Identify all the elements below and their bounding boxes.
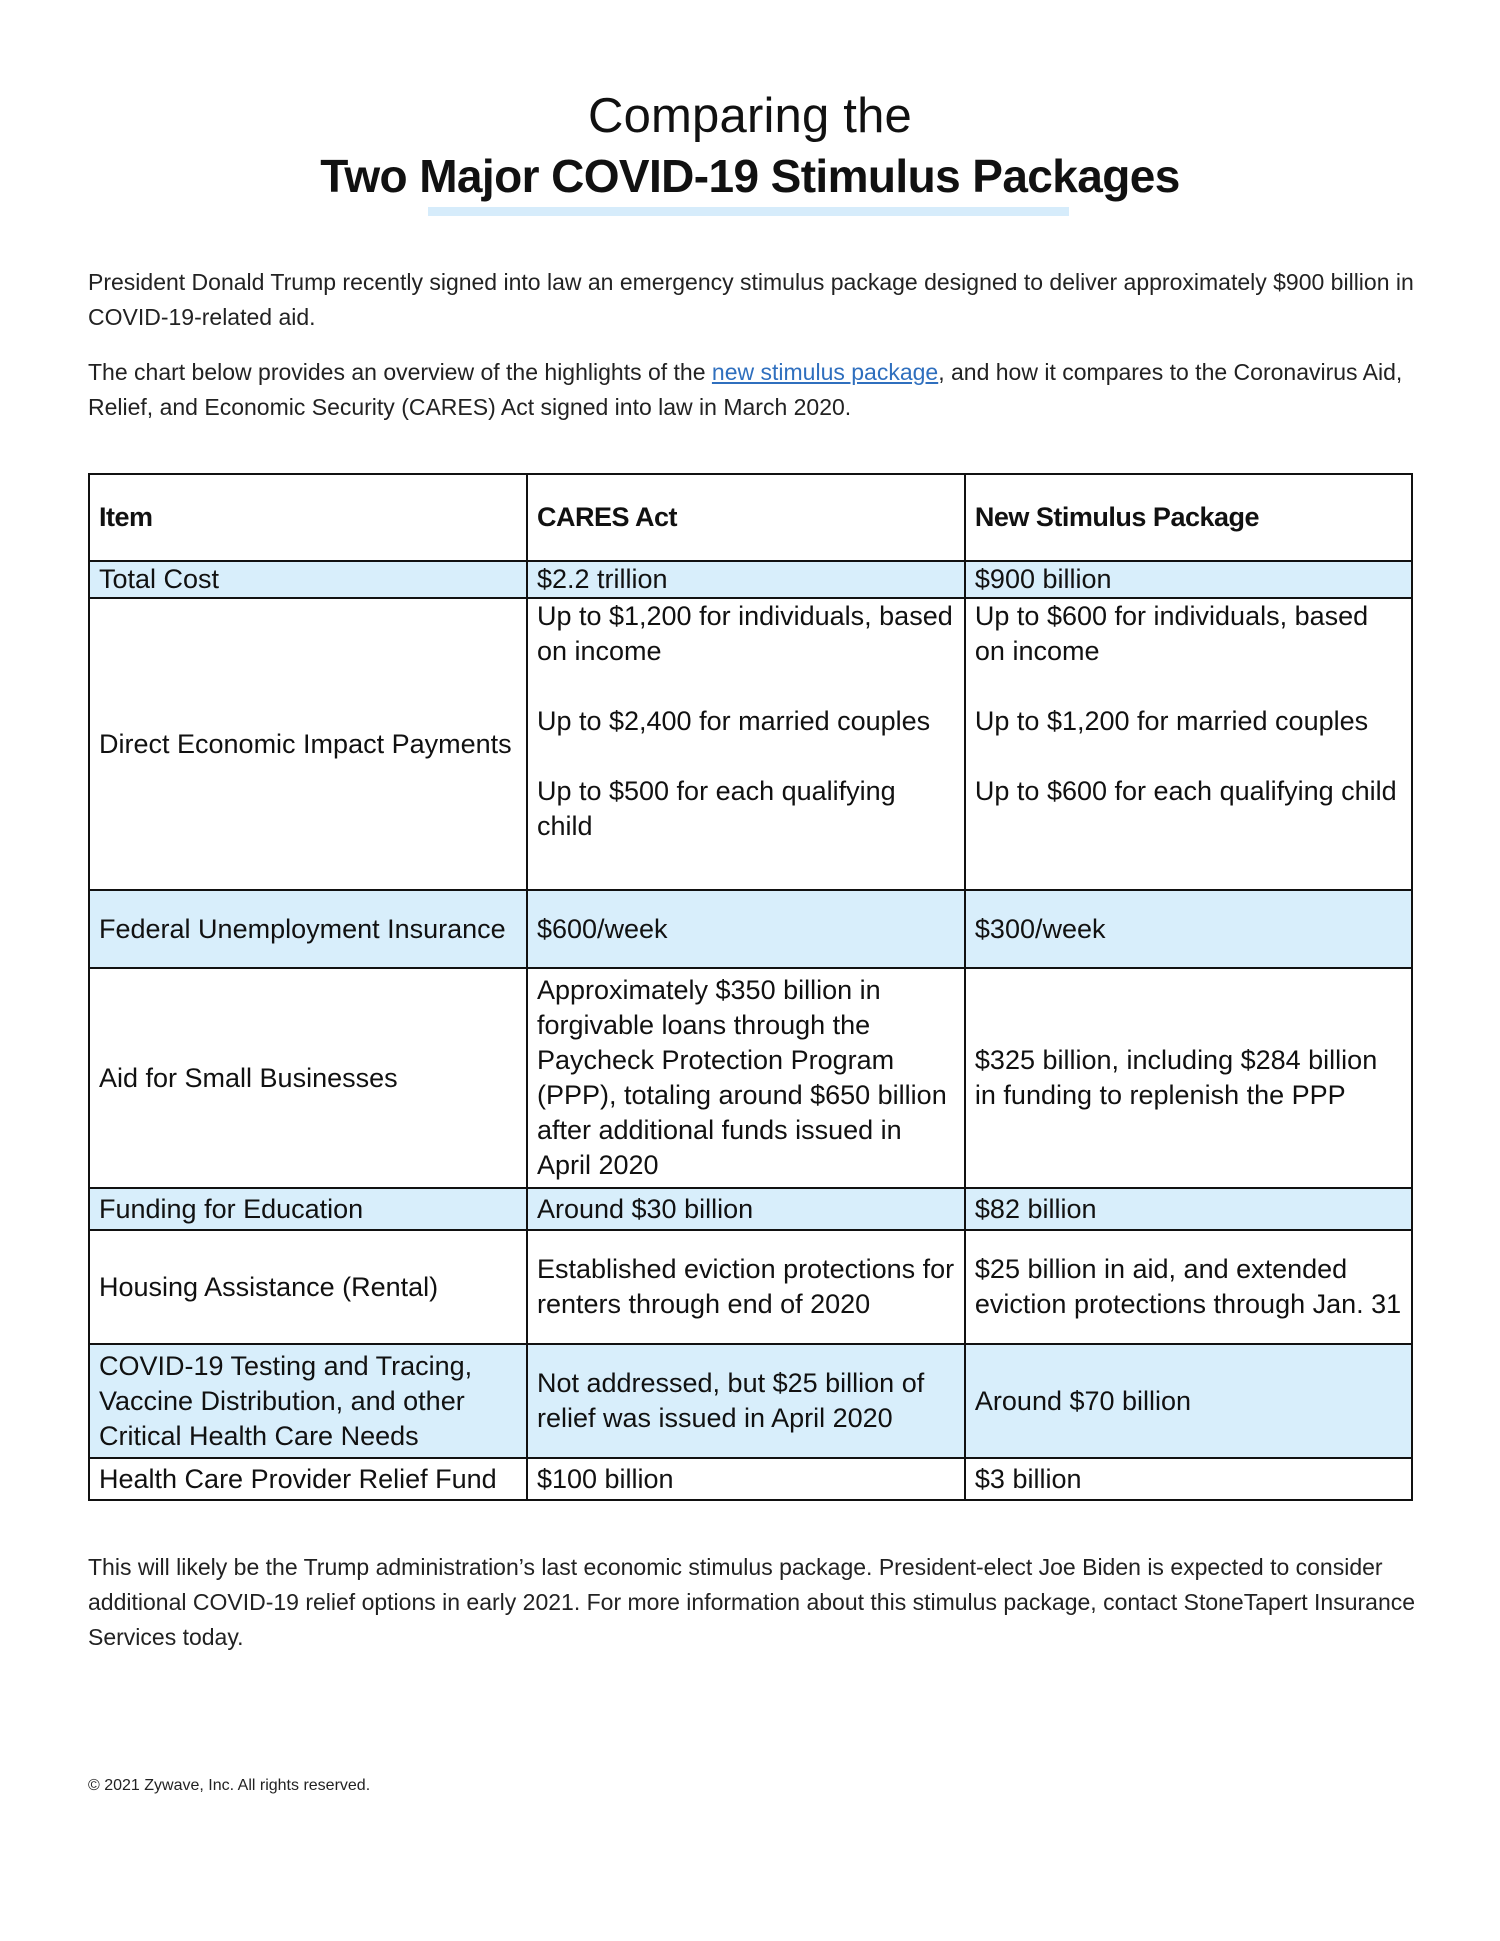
table-row [89, 1458, 1412, 1500]
title-line-2: Two Major COVID-19 Stimulus Packages [320, 150, 1180, 202]
cares-payment-child: Up to $500 for each qualifying child [536, 776, 896, 841]
row-new: $3 billion [965, 1458, 1412, 1500]
table-row [89, 598, 1412, 890]
header-new-stimulus-package: New Stimulus Package [965, 474, 1412, 561]
table-header-row [89, 474, 1412, 561]
cell-spacer [537, 669, 956, 704]
row-cares [527, 598, 965, 890]
cell-spacer [975, 669, 1403, 704]
row-cares: Approximately $350 billion in forgivable loans through the Paycheck Protection Program (PPP), totaling around $650 billion after additional funds issued in April 2020 [527, 968, 965, 1188]
intro-p2-before: The chart below provides an overview of the highlights of the [88, 359, 712, 385]
row-new [965, 598, 1412, 890]
header-cares-act: CARES Act [527, 474, 965, 561]
row-new: $82 billion [965, 1188, 1412, 1230]
table-row [89, 561, 1412, 598]
cell-spacer [537, 739, 956, 774]
row-cares: $100 billion [527, 1458, 965, 1500]
table-row [89, 1188, 1412, 1230]
closing-text [88, 1550, 1418, 1655]
intro-text [88, 265, 1418, 445]
row-item: Health Care Provider Relief Fund [89, 1458, 527, 1500]
row-new: $300/week [965, 890, 1412, 968]
title-underline [428, 207, 1069, 216]
row-item: COVID-19 Testing and Tracing, Vaccine Distribution, and other Critical Health Care Needs [89, 1344, 527, 1458]
row-cares: Around $30 billion [527, 1188, 965, 1230]
comparison-table [88, 473, 1413, 1501]
intro-paragraph-1: President Donald Trump recently signed into law an emergency stimulus package designed to deliver approximately $900 billion in COVID-19-related aid. [88, 269, 1414, 330]
copyright-notice: © 2021 Zywave, Inc. All rights reserved. [88, 1777, 371, 1794]
cell-spacer [975, 739, 1403, 774]
row-item: Housing Assistance (Rental) [89, 1230, 527, 1344]
new-payment-married: Up to $1,200 for married couples [974, 706, 1369, 736]
row-new: Around $70 billion [965, 1344, 1412, 1458]
intro-p2-after: , and how it compares to the Coronavirus Aid, Relief, and Economic Security (CARES) Act signed into law in March 2020. [88, 359, 1403, 420]
new-stimulus-package-link[interactable]: new stimulus package [711, 359, 939, 385]
intro-paragraph-2 [88, 355, 1418, 425]
table-row [89, 890, 1412, 968]
row-cares: Not addressed, but $25 billion of relief was issued in April 2020 [527, 1344, 965, 1458]
new-payment-child: Up to $600 for each qualifying child [974, 776, 1397, 806]
cares-payment-married: Up to $2,400 for married couples [536, 706, 931, 736]
new-payment-individuals: Up to $600 for individuals, based on income [974, 601, 1369, 666]
row-new: $325 billion, including $284 billion in funding to replenish the PPP [965, 968, 1412, 1188]
page-title [0, 86, 1500, 206]
row-item: Total Cost [89, 561, 527, 598]
row-new: $25 billion in aid, and extended eviction protections through Jan. 31 [965, 1230, 1412, 1344]
row-item: Funding for Education [89, 1188, 527, 1230]
row-item: Aid for Small Businesses [89, 968, 527, 1188]
header-item: Item [89, 474, 527, 561]
row-item: Direct Economic Impact Payments [89, 598, 527, 890]
title-line-1: Comparing the [588, 89, 912, 143]
row-cares: Established eviction protections for renters through end of 2020 [527, 1230, 965, 1344]
row-cares: $2.2 trillion [527, 561, 965, 598]
table-row [89, 1344, 1412, 1458]
cares-payment-individuals: Up to $1,200 for individuals, based on income [536, 601, 953, 666]
row-cares: $600/week [527, 890, 965, 968]
closing-paragraph: This will likely be the Trump administration’s last economic stimulus package. President-elect Joe Biden is expected to consider additional COVID-19 relief options in early 2021. For more information about this stimulus package, contact StoneTapert Insurance Services today. [88, 1554, 1416, 1650]
row-item: Federal Unemployment Insurance [89, 890, 527, 968]
row-new: $900 billion [965, 561, 1412, 598]
table-row [89, 1230, 1412, 1344]
table-row [89, 968, 1412, 1188]
